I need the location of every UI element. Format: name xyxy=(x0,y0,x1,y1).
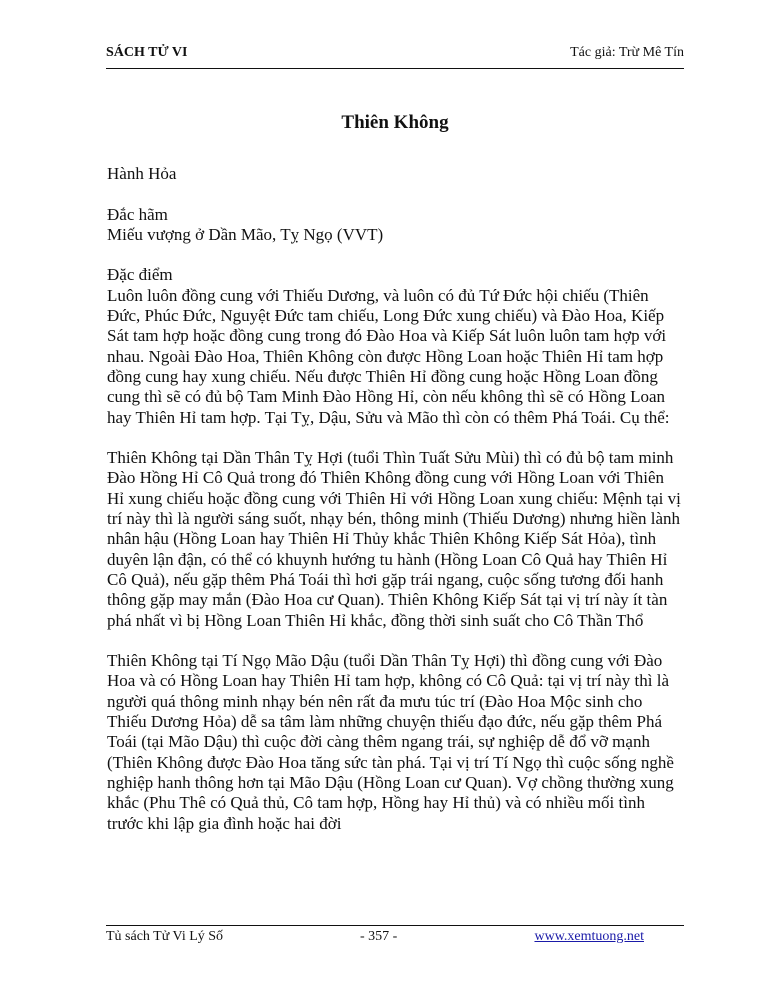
dac-ham-label: Đắc hãm xyxy=(107,204,168,224)
paragraph-dan-than-ty-hoi: Thiên Không tại Dần Thân Tỵ Hợi (tuổi Thìn Tuất Sửu Mùi) thì có đủ bộ tam minh Đào Hồng Hỉ Cô Quả trong đó Thiên Không đồng cung với Hồng Loan với Thiên Hỉ xung chiếu hoặc đồng cung với Thiên Hỉ với Hồng Loan xung chiếu: Mệnh tại vị trí này thì là người sáng suốt, nhạy bén, thông minh (Thiếu Dương) nhưng hiền lành nhân hậu (Hồng Loan hay Thiên Hỉ Thủy khắc Thiên Không Kiếp Sát Hỏa), tình duyên lận đận, có thể có khuynh hướng tu hành (Hồng Loan Cô Quả hay Thiên Hỉ Cô Quả), nếu gặp thêm Phá Toái thì hơi gặp trái ngang, cuộc sống tương đối hanh thông gặp may mắn (Đào Hoa cư Quan). Thiên Không Kiếp Sát tại vị trí này ít tàn phá nhất vì bị Hồng Loan Thiên Hỉ khắc, đồng thời sinh suất cho Cô Thần Thổ xyxy=(107,448,681,630)
header-book-title: SÁCH TỬ VI xyxy=(106,45,188,60)
footer-rule xyxy=(106,925,684,926)
page-footer xyxy=(106,929,684,949)
header-author: Tác giả: Trừ Mê Tín xyxy=(570,45,684,60)
element-line: Hành Hỏa xyxy=(107,164,177,183)
footer-website-link[interactable]: www.xemtuong.net xyxy=(534,929,644,944)
header-rule xyxy=(106,68,684,69)
page-body xyxy=(107,164,685,834)
page-number: - 357 - xyxy=(360,929,398,944)
dac-ham-value: Miếu vượng ở Dần Mão, Tỵ Ngọ (VVT) xyxy=(107,224,384,244)
dac-diem-paragraph: Luôn luôn đồng cung với Thiếu Dương, và luôn có đủ Tứ Đức hội chiếu (Thiên Đức, Phúc Đức, Nguyệt Đức tam chiếu, Long Đức xung chiếu) và Đào Hoa, Kiếp Sát tam hợp hoặc đồng cung trong đó Đào Hoa và Kiếp Sát luôn luôn tam hợp với nhau. Ngoài Đào Hoa, Thiên Không còn được Hồng Loan hoặc Thiên Hỉ tam hợp đồng cung hay xung chiếu. Nếu được Thiên Hỉ đồng cung hoặc Hồng Loan đồng cung thì sẽ có đủ bộ Tam Minh Đào Hồng Hỉ, còn nếu không thì sẽ có Hồng Loan hay Thiên Hỉ tam hợp. Tại Tỵ, Dậu, Sửu và Mão thì còn có thêm Phá Toái. Cụ thể: xyxy=(107,285,670,427)
paragraph-ti-ngo-mao-dau: Thiên Không tại Tí Ngọ Mão Dậu (tuổi Dần Thân Tỵ Hợi) thì đồng cung với Đào Hoa và có Hồng Loan hay Thiên Hỉ tam hợp, không có Cô Quả: tại vị trí này thì là người quá thông minh nhạy bén nên rất đa mưu túc trí (Đào Hoa Mộc sinh cho Thiếu Dương Hỏa) dễ sa tâm làm những chuyện thiếu đạo đức, nếu gặp thêm Phá Toái (tại Mão Dậu) thì cuộc đời càng thêm ngang trái, sự nghiệp dễ đổ vỡ mạnh (Thiên Không được Đào Hoa tăng sức tàn phá. Tại vị trí Tí Ngọ thì cuộc sống nghề nghiệp hanh thông hơn tại Mão Dậu (Hồng Loan cư Quan). Vợ chồng thường xung khắc (Phu Thê có Quả thủ, Cô tam hợp, Hồng hay Hỉ thủ) và có nhiều mối tình trước khi lập gia đình hoặc hai đời xyxy=(107,651,674,833)
dac-diem-label: Đặc điểm xyxy=(107,265,173,285)
page-title: Thiên Không xyxy=(341,112,449,133)
page-header xyxy=(106,45,684,65)
footer-series: Tủ sách Tử Vi Lý Số xyxy=(106,929,224,944)
